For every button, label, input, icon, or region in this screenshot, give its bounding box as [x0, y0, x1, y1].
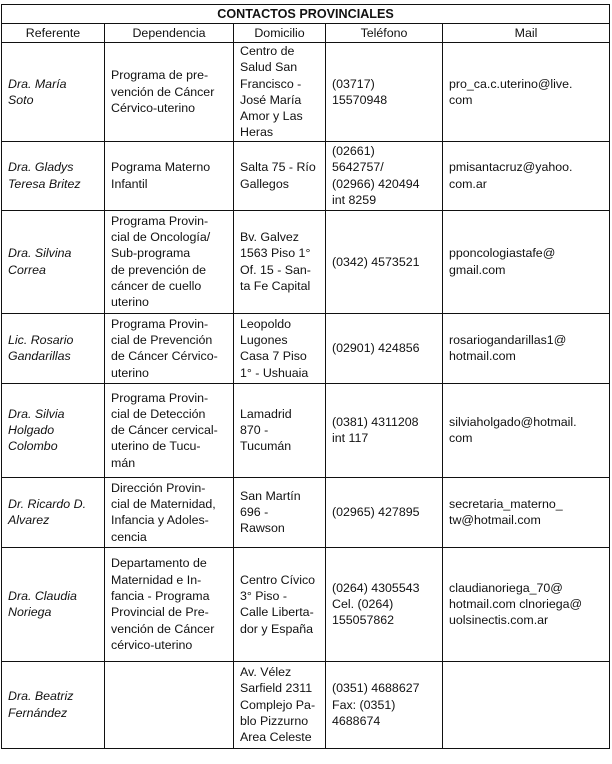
cell-dependencia: Programa Provin- cial de Prevención de Cáncer Cérvico- uterino [105, 313, 234, 383]
cell-dependencia: Programa Provin- cial de Oncología/ Sub-programa de prevención de cáncer de cuello uterino [105, 210, 234, 313]
cell-dependencia [105, 661, 234, 748]
cell-mail: rosariogandarillas1@ hotmail.com [443, 313, 610, 383]
table-row [2, 313, 610, 383]
cell-referente: Dra. Silvia Holgado Colombo [2, 383, 105, 477]
header-domicilio: Domicilio [234, 24, 326, 43]
cell-domicilio: Lamadrid 870 - Tucumán [234, 383, 326, 477]
table-row [2, 477, 610, 547]
cell-domicilio: Av. Vélez Sarfield 2311 Complejo Pa- blo Pizzurno Area Celeste [234, 661, 326, 748]
cell-telefono: (0381) 4311208 int 117 [326, 383, 443, 477]
cell-referente: Lic. Rosario Gandarillas [2, 313, 105, 383]
cell-referente: Dra. María Soto [2, 43, 105, 142]
cell-dependencia: Dirección Provin- cial de Maternidad, Infancia y Adoles- cencia [105, 477, 234, 547]
cell-telefono: (02661) 5642757/ (02966) 420494 int 8259 [326, 141, 443, 210]
title-row [2, 5, 610, 24]
cell-telefono: (0342) 4573521 [326, 210, 443, 313]
cell-referente: Dra. Gladys Teresa Britez [2, 141, 105, 210]
cell-dependencia: Pograma Materno Infantil [105, 141, 234, 210]
cell-mail: claudianoriega_70@ hotmail.com clnoriega@ uolsinectis.com.ar [443, 547, 610, 661]
cell-mail: pro_ca.c.uterino@live. com [443, 43, 610, 142]
cell-dependencia: Departamento de Maternidad e In- fancia - Programa Provincial de Pre- vención de Cáncer cérvico-uterino [105, 547, 234, 661]
table-title: CONTACTOS PROVINCIALES [2, 5, 610, 24]
cell-dependencia: Programa Provin- cial de Detección de Cáncer cervical- uterino de Tucu- mán [105, 383, 234, 477]
cell-referente: Dr. Ricardo D. Alvarez [2, 477, 105, 547]
contacts-table [1, 4, 610, 749]
cell-domicilio: Bv. Galvez 1563 Piso 1° Of. 15 - San- ta Fe Capital [234, 210, 326, 313]
table-row [2, 210, 610, 313]
cell-telefono: (03717) 15570948 [326, 43, 443, 142]
header-referente: Referente [2, 24, 105, 43]
table-row [2, 141, 610, 210]
cell-domicilio: San Martín 696 - Rawson [234, 477, 326, 547]
header-row [2, 24, 610, 43]
cell-domicilio: Salta 75 - Río Gallegos [234, 141, 326, 210]
cell-referente: Dra. Beatriz Fernández [2, 661, 105, 748]
cell-telefono: (0351) 4688627 Fax: (0351) 4688674 [326, 661, 443, 748]
cell-telefono: (02901) 424856 [326, 313, 443, 383]
table-row [2, 383, 610, 477]
cell-mail: secretaria_materno_ tw@hotmail.com [443, 477, 610, 547]
cell-dependencia: Programa de pre- vención de Cáncer Cérvico-uterino [105, 43, 234, 142]
header-mail: Mail [443, 24, 610, 43]
cell-mail: pponcologiastafe@ gmail.com [443, 210, 610, 313]
cell-referente: Dra. Claudia Noriega [2, 547, 105, 661]
cell-domicilio: Leopoldo Lugones Casa 7 Piso 1° - Ushuaia [234, 313, 326, 383]
header-telefono: Teléfono [326, 24, 443, 43]
cell-referente: Dra. Silvina Correa [2, 210, 105, 313]
table-row [2, 43, 610, 142]
cell-telefono: (02965) 427895 [326, 477, 443, 547]
cell-mail: silviaholgado@hotmail. com [443, 383, 610, 477]
table-row [2, 661, 610, 748]
cell-mail: pmisantacruz@yahoo. com.ar [443, 141, 610, 210]
table-row [2, 547, 610, 661]
header-dependencia: Dependencia [105, 24, 234, 43]
cell-domicilio: Centro de Salud San Francisco - José María Amor y Las Heras [234, 43, 326, 142]
cell-domicilio: Centro Cívico 3° Piso - Calle Liberta- dor y España [234, 547, 326, 661]
cell-telefono: (0264) 4305543 Cel. (0264) 155057862 [326, 547, 443, 661]
cell-mail [443, 661, 610, 748]
